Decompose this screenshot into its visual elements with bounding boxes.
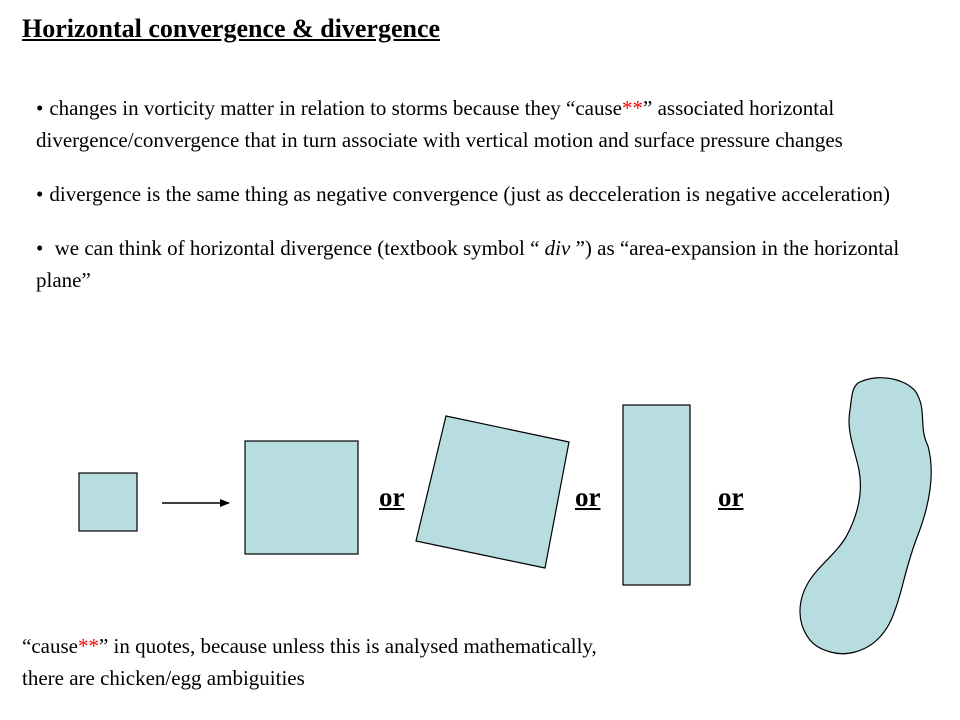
large-square (245, 441, 358, 554)
bullet-text: changes in vorticity matter in relation to storms because they “cause (49, 96, 622, 120)
or-label: or (575, 482, 601, 512)
or-label: or (718, 482, 744, 512)
or-label: or (379, 482, 405, 512)
bullet-text: divergence is the same thing as negative convergence (just as decceleration is negative acceleration) (49, 182, 890, 206)
footnote-text: “cause (22, 634, 78, 658)
irregular-blob (800, 378, 931, 654)
rotated-square (416, 416, 569, 568)
asterisk-mark: ** (622, 96, 643, 120)
small-square (79, 473, 137, 531)
bullet-text: ” associated horizontal divergence/convergence that in turn associate with vertical motion and surface pressure changes (36, 96, 843, 152)
bullet-marker: • (36, 96, 44, 120)
asterisk-mark: ** (77, 634, 99, 658)
div-symbol: div (544, 236, 571, 260)
slide-title: Horizontal convergence & divergence (22, 14, 441, 43)
bullet-marker: • (36, 182, 44, 206)
bullet-marker: • (36, 236, 44, 260)
bullet-text: ”) as “area-expansion in the horizontal plane” (36, 236, 900, 292)
bullet-text: we can think of horizontal divergence (textbook symbol “ (49, 236, 545, 260)
tall-rectangle (623, 405, 690, 585)
footnote (22, 630, 642, 694)
footnote-text: ” in quotes, because unless this is analysed mathematically, there are chicken/egg ambiguities (22, 634, 597, 690)
